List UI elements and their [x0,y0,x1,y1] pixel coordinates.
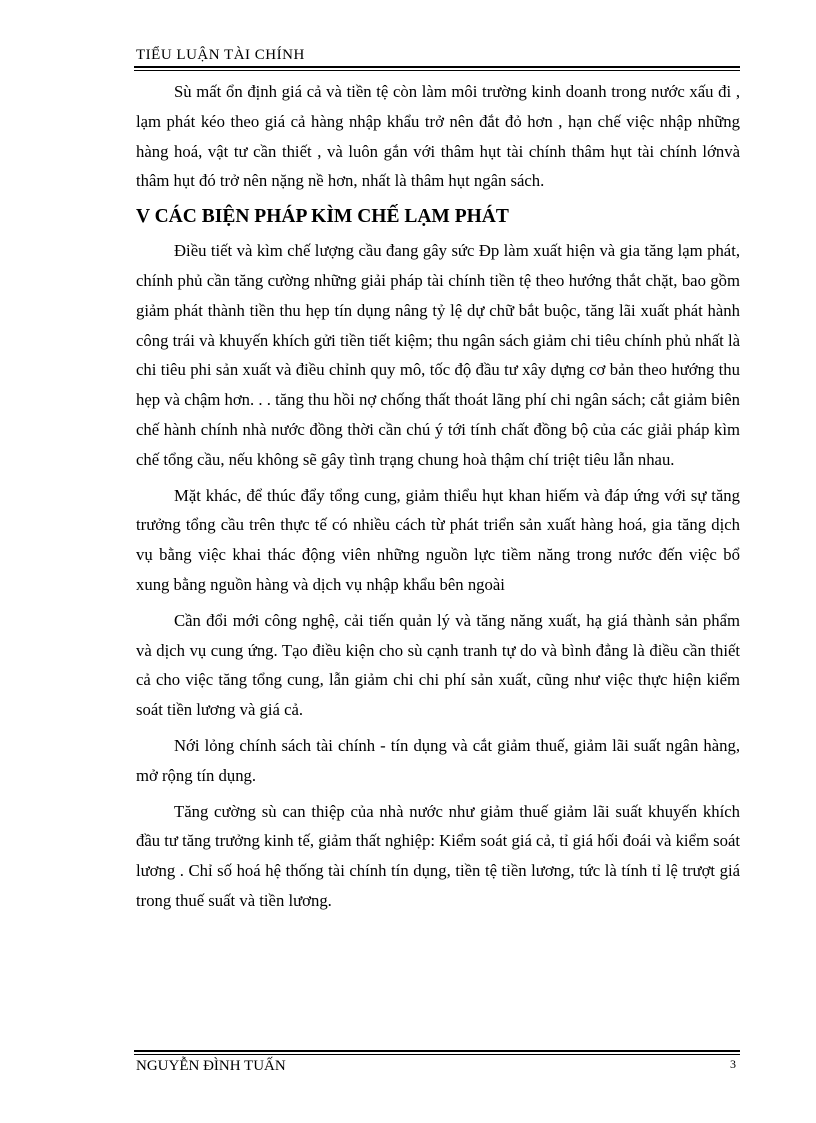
footer-author: NGUYỄN ĐÌNH TUẤN [136,1058,286,1074]
paragraph-supply-boost: Mặt khác, để thúc đẩy tổng cung, giảm thiểu hụt khan hiếm và đáp ứng với sự tăng trưởng tổng cầu trên thực tế có nhiều cách từ phát triển sản xuất hàng hoá, gia tăng dịch vụ bằng việc khai thác động viên những nguồn lực tiềm năng trong nước đến việc bổ xung bằng nguồn hàng và dịch vụ nhập khẩu bên ngoài [136,485,740,594]
paragraph-credit-easing: Nới lỏng chính sách tài chính - tín dụng và cắt giảm thuế, giảm lãi suất ngân hàng, mở rộng tín dụng. [136,735,740,785]
section-heading: V CÁC BIỆN PHÁP KÌM CHẾ LẠM PHÁT [136,206,509,228]
paragraph-state-intervention: Tăng cường sù can thiệp của nhà nước như giảm thuế giảm lãi suất khuyến khích đầu tư tăng trưởng kinh tế, giảm thất nghiệp: Kiểm soát giá cả, tỉ giá hối đoái và kiểm soát lương . Chỉ số hoá hệ thống tài chính tín dụng, tiền tệ tiền lương, tức là tính tỉ lệ trượt giá trong thuế suất và tiền lương. [136,801,740,910]
footer-rule-thin [134,1054,740,1055]
footer-rule-thick [134,1050,740,1052]
header-rule-thin [134,70,740,71]
page-number: 3 [730,1057,736,1071]
document-body [136,77,740,916]
paragraph-demand-control: Điều tiết và kìm chế lượng cầu đang gây sức Ðp làm xuất hiện và gia tăng lạm phát, chính phủ cần tăng cường những giải pháp tài chính tiền tệ theo hướng thắt chặt, bao gồm giảm phát thành tiền thu hẹp tín dụng nâng tỷ lệ dự chữ bắt buộc, tăng lãi xuất phát hành công trái và khuyến khích gửi tiền tiết kiệm; thu ngân sách giảm chi tiêu chính phủ nhất là chi tiêu phi sản xuất và điều chỉnh quy mô, tốc độ đầu tư xây dựng cơ bản theo hướng thu hẹp và chậm hơn. . . tăng thu hồi nợ chống thất thoát lãng phí chi ngân sách; cắt giảm biên chế hành chính nhà nước đồng thời cần chú ý tới tính chất đồng bộ của các giải pháp kìm chế tổng cầu, nếu không sẽ gây tình trạng chung hoà thậm chí triệt tiêu lẫn nhau. [136,241,740,469]
header-title: TIỂU LUẬN TÀI CHÍNH [136,47,305,63]
paragraph-intro: Sù mất ổn định giá cả và tiền tệ còn làm môi trường kinh doanh trong nước xấu đi , lạm phát kéo theo giá cả hàng nhập khẩu trở nên đắt đỏ hơn , hạn chế việc nhập những hàng hoá, vật tư cần thiết , và luôn gắn với thâm hụt tài chính thâm hụt tài chính lớnvà thâm hụt đó trở nên nặng nề hơn, nhất là thâm hụt ngân sách. [136,82,740,191]
header-rule-thick [134,66,740,68]
paragraph-innovation: Cần đổi mới công nghệ, cải tiến quản lý và tăng năng xuất, hạ giá thành sản phẩm và dịch vụ cung ứng. Tạo điều kiện cho sù cạnh tranh tự do và bình đẳng là điều cần thiết cả cho việc tăng tổng cung, lẫn giảm chi chi phí sản xuất, cũng như việc thực hiện kiểm soát tiền lương và giá cả. [136,610,740,720]
